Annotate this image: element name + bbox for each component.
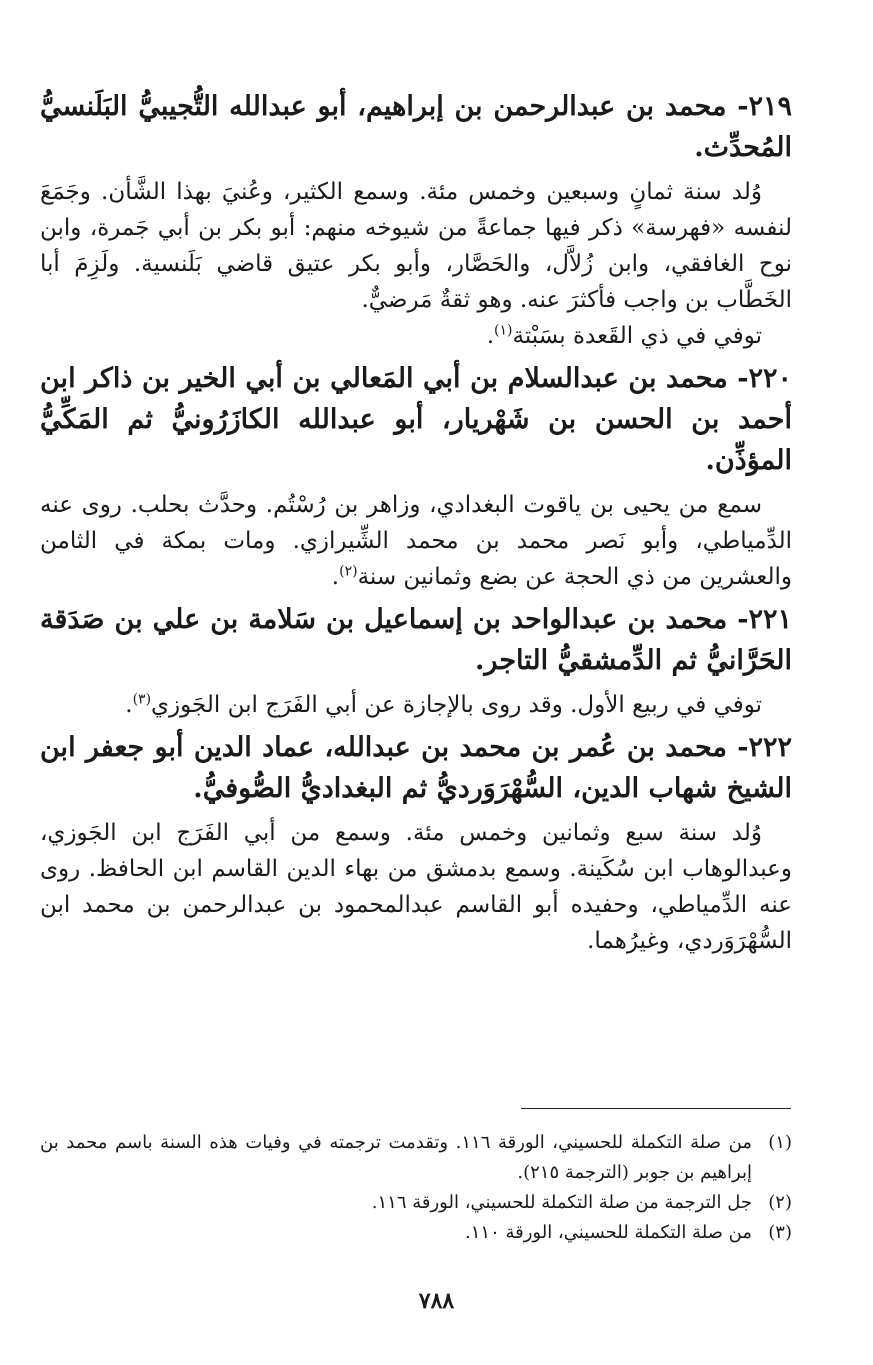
footnote	[40, 1188, 792, 1218]
entry-paragraph: وُلد سنة ثمانٍ وسبعين وخمس مئة. وسمع الكثير، وعُنيَ بهذا الشَّأن. وجَمَعَ لنفسه «فهرسة» ذكر فيها جماعةً من شيوخه منهم: أبو بكر بن أبي جَمرة، وابن نوح الغافقي، وابن زُلاَّل، والحَصَّار، وأبو بكر عتيق قاضي بَلَنسية. ولَزِمَ أبا الخَطَّاب بن واجب فأكثرَ عنه. وهو ثقةٌ مَرضيٌّ.	[40, 179, 792, 313]
entry	[40, 599, 792, 723]
entry-paragraph: توفي في ربيع الأول. وقد روى بالإجازة عن أبي الفَرَج ابن الجَوزي$^{(٣)}$.	[125, 691, 762, 718]
footnote-text: من صلة التكملة للحسيني، الورقة ١١٦. وتقدمت ترجمته في وفيات هذه السنة باسم محمد بن إبراهيم بن جوبر (الترجمة ٢١٥).	[40, 1132, 752, 1183]
entry	[40, 727, 792, 959]
death-text: توفي في ذي القَعدة بسَبْتة	[512, 323, 762, 349]
entry-heading: ٢٢٢- محمد بن عُمر بن محمد بن عبدالله، عماد الدين أبو جعفر ابن الشيخ شهاب الدين، السُّهْرَوَرديُّ ثم البغداديُّ الصُّوفيُّ.	[40, 732, 792, 804]
entry-heading: ٢٢٠- محمد بن عبدالسلام بن أبي المَعالي بن أبي الخير بن ذاكر ابن أحمد بن الحسن بن شَهْريار، أبو عبدالله الكازَرُونيُّ ثم المَكِّيُّ المؤذِّن.	[40, 363, 792, 476]
footnotes	[40, 1128, 792, 1248]
entry-paragraph: توفي في ذي القَعدة بسَبْتة$^{(١)}$.	[486, 322, 762, 349]
page-body	[40, 82, 792, 959]
footnote	[40, 1128, 792, 1188]
entry-paragraph: وُلد سنة سبع وثمانين وخمس مئة. وسمع من أبي الفَرَج ابن الجَوزي، وعبدالوهاب ابن سُكَينة. وسمع بدمشق من بهاء الدين القاسم ابن الحافظ. روى عنه الدِّمياطي، وحفيده أبو القاسم عبدالمحمود بن عبدالرحمن بن محمد ابن السُّهْرَوَردي، وغيرُهما.	[40, 820, 792, 954]
footnote-divider	[521, 1108, 791, 1109]
page-number: ٧٨٨	[418, 1288, 455, 1314]
footnote-number: (١)	[768, 1132, 792, 1153]
entry	[40, 86, 792, 354]
entry-text: توفي في ربيع الأول. وقد روى بالإجازة عن أبي الفَرَج ابن الجَوزي	[151, 692, 762, 718]
footnote-number: (٢)	[768, 1192, 792, 1213]
footnote-ref: (٣)	[132, 691, 152, 708]
footnote-ref: (٢)	[339, 563, 358, 580]
entry-text: سمع من يحيى بن ياقوت البغدادي، وزاهر بن رُسْتُم. وحدَّث بحلب. روى عنه الدِّمياطي، وأبو نَصر محمد بن محمد الشِّيرازي. ومات بمكة في الثامن والعشرين من ذي الحجة عن بضع وثمانين سنة	[40, 492, 793, 590]
footnote-number: (٣)	[768, 1222, 792, 1243]
footnote-ref: (١)	[494, 322, 513, 339]
entry-heading: ٢٢١- محمد بن عبدالواحد بن إسماعيل بن سَلامة بن علي بن صَدَقة الحَرَّانيُّ ثم الدِّمشقيُّ التاجر.	[40, 604, 792, 676]
entry-heading: ٢١٩- محمد بن عبدالرحمن بن إبراهيم، أبو عبدالله التُّجيبيُّ البَلَنسيُّ المُحدِّث.	[40, 91, 792, 163]
footnote	[40, 1218, 792, 1248]
footnote-text: من صلة التكملة للحسيني، الورقة ١١٠.	[465, 1222, 752, 1243]
entry-paragraph: سمع من يحيى بن ياقوت البغدادي، وزاهر بن رُسْتُم. وحدَّث بحلب. روى عنه الدِّمياطي، وأبو نَصر محمد بن محمد الشِّيرازي. ومات بمكة في الثامن والعشرين من ذي الحجة عن بضع وثمانين سنة$^{(٢)}$.	[40, 492, 793, 590]
entry	[40, 358, 792, 595]
footnote-text: جل الترجمة من صلة التكملة للحسيني، الورقة ١١٦.	[371, 1192, 752, 1213]
